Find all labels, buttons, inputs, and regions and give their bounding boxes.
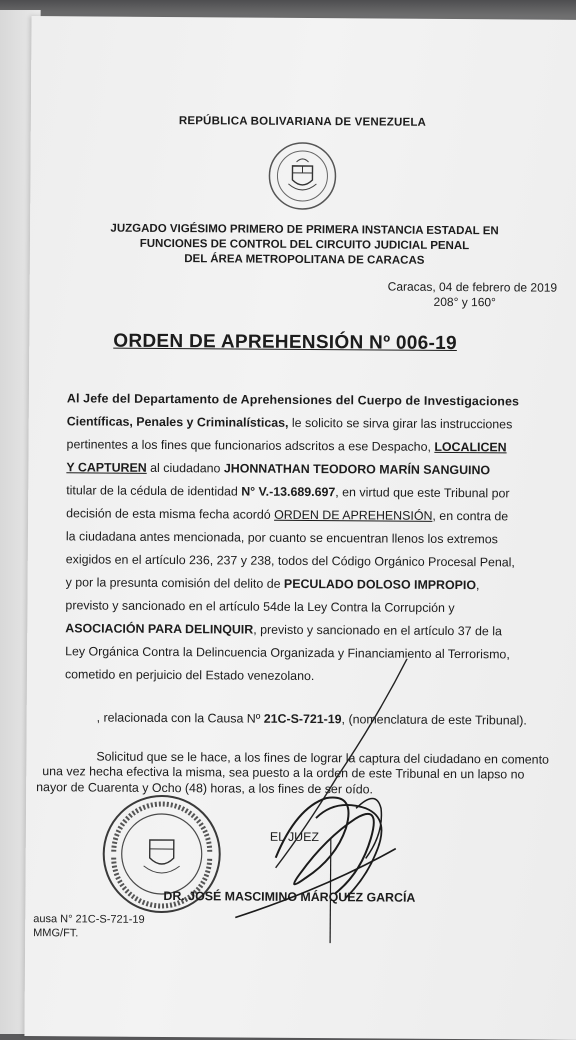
document-title: ORDEN DE APREHENSIÓN Nº 006-19 <box>113 331 457 355</box>
text-fragment: pertinentes a los fines que funcionarios adscritos a ese Despacho, <box>67 437 435 454</box>
request-line: nayor de Cuarenta y Ocho (48) horas, a los fines de ser oído. <box>36 780 373 796</box>
id-number: N° V.-13.689.697 <box>241 485 335 500</box>
text-fragment: y por la presunta comisión del delito de <box>66 575 284 591</box>
body-line: exigidos en el artículo 236, 237 y 238, todos del Código Orgánico Procesal Penal, <box>66 552 515 569</box>
text-fragment: le solicito se sirva girar las instrucciones <box>288 416 512 432</box>
order-keyword: LOCALICEN <box>434 440 506 455</box>
folio-years: 208° y 160° <box>434 295 496 309</box>
judge-name: DR. JOSÉ MASCIMINO MÁRQUEZ GARCÍA <box>163 889 415 905</box>
judge-label: EL JUEZ <box>270 830 319 844</box>
body-line: cometido en perjuicio del Estado venezolano. <box>65 667 314 683</box>
order-keyword: Y CAPTUREN <box>66 460 146 475</box>
body-line <box>66 506 508 523</box>
case-reference-footer: ausa N° 21C-S-721-19 <box>33 913 144 926</box>
body-line <box>67 414 513 431</box>
initials-footer: MMG/FT. <box>33 927 78 939</box>
coat-of-arms-seal <box>266 140 339 213</box>
text-fragment: , previsto y sancionado en el artículo 37 de la <box>253 623 502 639</box>
text-fragment: , en contra de <box>432 509 508 524</box>
document-date: Caracas, 04 de febrero de 2019 <box>388 280 558 295</box>
court-line: FUNCIONES DE CONTROL DEL CIRCUITO JUDICIAL PENAL <box>102 237 507 255</box>
text-fragment: titular de la cédula de identidad <box>66 483 241 498</box>
document-page <box>24 16 576 1040</box>
handwritten-signature <box>205 657 467 949</box>
body-line: previsto y sancionado en el artículo 54de la Ley Contra la Corrupción y <box>65 598 454 615</box>
court-heading <box>102 222 507 270</box>
case-number: 21C-S-721-19 <box>264 712 342 727</box>
court-line: JUZGADO VIGÉSIMO PRIMERO DE PRIMERA INSTANCIA ESTADAL EN <box>102 222 507 240</box>
text-fragment: decisión de esta misma fecha acordó <box>66 506 274 521</box>
body-line <box>66 575 480 592</box>
body-line: la ciudadana antes mencionada, por cuanto se encuentran llenos los extremos <box>66 529 498 546</box>
text-fragment: , en virtud que este Tribunal por <box>335 485 509 500</box>
crime-name: PECULADO DOLOSO IMPROPIO <box>284 577 476 592</box>
request-line: Solicitud que se le hace, a los fines de lograr la captura del ciudadano en comento <box>96 750 549 767</box>
institution-name: Científicas, Penales y Criminalísticas, <box>67 414 289 430</box>
body-line: Al Jefe del Departamento de Aprehensiones del Cuerpo de Investigaciones <box>67 391 519 408</box>
order-keyword: ORDEN DE APREHENSIÓN <box>274 508 432 523</box>
text-fragment: , (nomenclatura de este Tribunal). <box>342 712 527 727</box>
text-fragment: , <box>476 578 480 592</box>
court-line: DEL ÁREA METROPOLITANA DE CARACAS <box>102 252 507 270</box>
body-line <box>65 621 502 638</box>
person-name: JHONNATHAN TEODORO MARÍN SANGUINO <box>224 461 490 477</box>
text-fragment: , relacionada con la Causa Nº <box>97 711 264 726</box>
text-fragment: al ciudadano <box>147 461 224 476</box>
body-line <box>66 460 490 477</box>
body-line: Ley Orgánica Contra la Delincuencia Organizada y Financiamiento al Terrorismo, <box>65 644 510 661</box>
request-line: una vez hecha efectiva la misma, sea puesto a la orden de este Tribunal en un lapso no <box>42 764 524 781</box>
body-line <box>67 437 507 454</box>
crime-name: ASOCIACIÓN PARA DELINQUIR <box>65 621 253 636</box>
republic-heading: REPÚBLICA BOLIVARIANA DE VENEZUELA <box>179 115 426 129</box>
body-line <box>66 483 509 500</box>
